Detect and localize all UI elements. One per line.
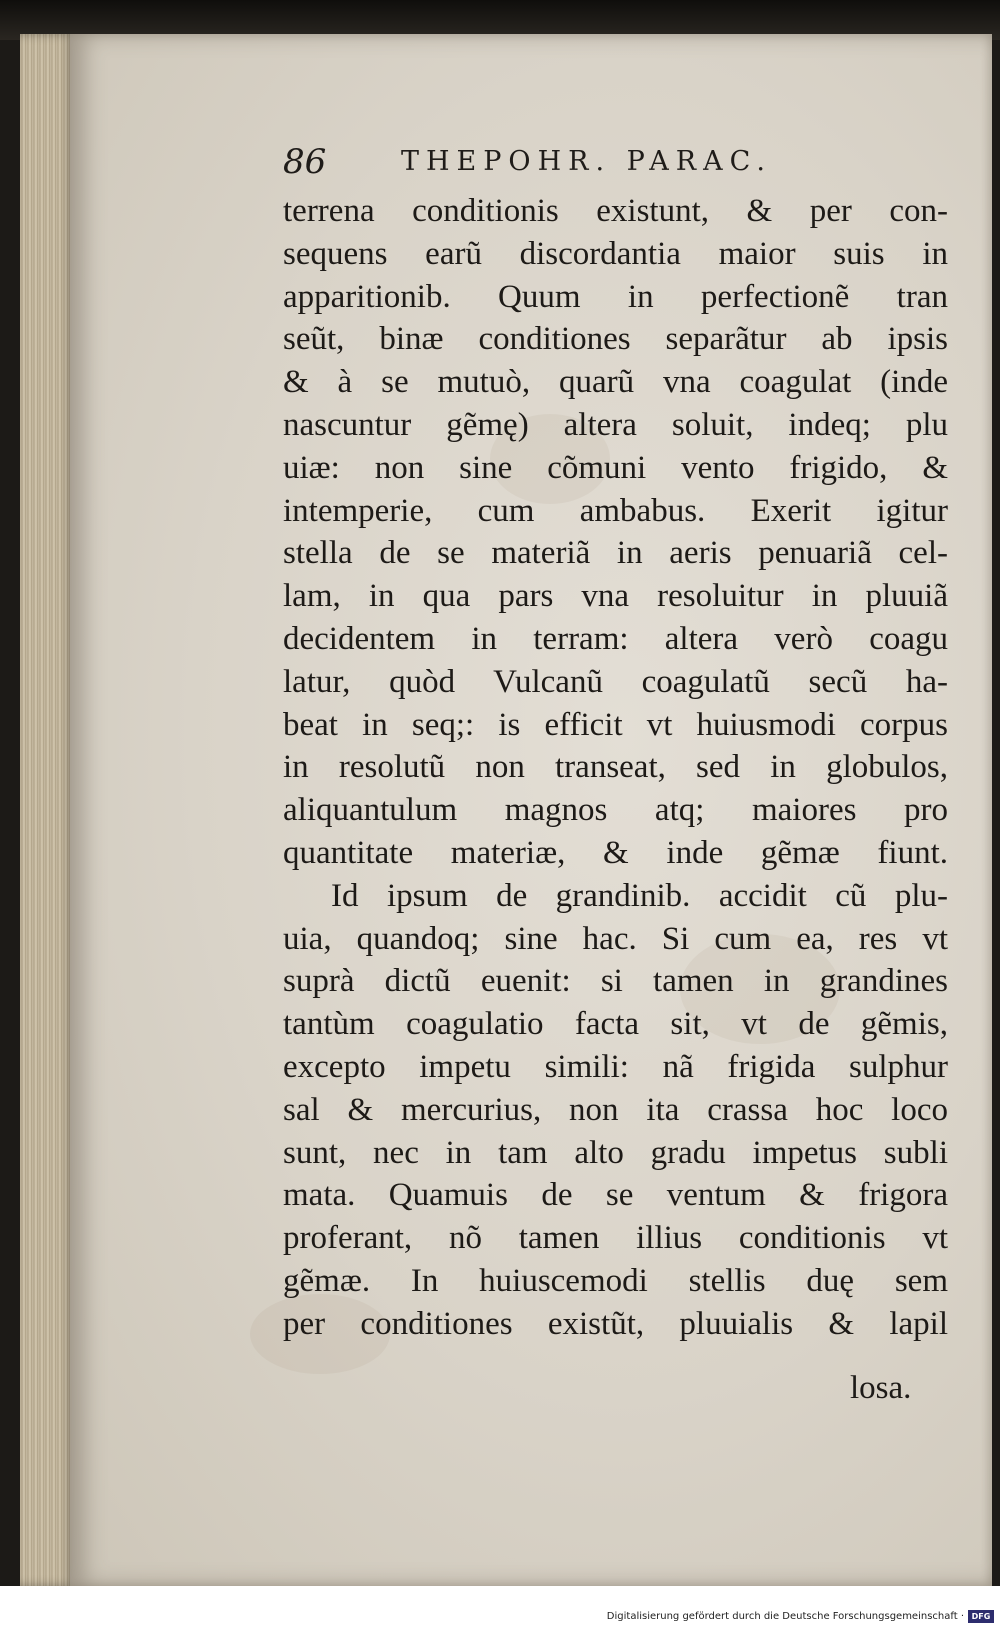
text-line: tantùm coagulatio facta sit, vt de gẽmis,	[283, 1006, 948, 1043]
text-line: gẽmæ. In huiuscemodi stellis duę sem	[283, 1262, 948, 1299]
text-line: nascuntur gẽmę) altera soluit, indeq; plu	[283, 406, 948, 443]
text-line: lam, in qua pars vna resoluitur in pluuiã	[283, 578, 948, 615]
text-line: uia, quandoq; sine hac. Si cum ea, res vt	[283, 920, 948, 957]
text-line: & à se mutuò, quarũ vna coagulat (inde	[283, 364, 948, 401]
text-line: sal & mercurius, non ita crassa hoc loco	[283, 1091, 948, 1128]
paragraph-start-line: Id ipsum de grandinib. accidit cũ plu-	[331, 877, 948, 914]
text-line: per conditiones existũt, pluuialis & lapil	[283, 1305, 948, 1342]
page-number: 86	[283, 142, 327, 182]
text-line: beat in seq;: is efficit vt huiusmodi corpus	[283, 706, 948, 743]
page-edges	[20, 34, 75, 1586]
text-line: mata. Quamuis de se ventum & frigora	[283, 1177, 948, 1214]
digitization-credit: Digitalisierung gefördert durch die Deutsche Forschungsgemeinschaft ·	[606, 1611, 964, 1622]
text-line: stella de se materiã in aeris penuariã cel-	[283, 535, 948, 572]
text-line: sequens earũ discordantia maior suis in	[283, 235, 948, 272]
dfg-logo: DFG	[968, 1610, 994, 1623]
text-line: in resolutũ non transeat, sed in globulos,	[283, 749, 948, 786]
text-line: apparitionib. Quum in perfectionẽ tran	[283, 278, 948, 315]
text-line: uiæ: non sine cõmuni vento frigido, &	[283, 449, 948, 486]
catchword: losa.	[850, 1370, 912, 1406]
text-line: aliquantulum magnos atq; maiores pro	[283, 792, 948, 829]
text-line: terrena conditionis existunt, & per con-	[283, 193, 948, 229]
text-line: quantitate materiæ, & inde gẽmæ fiunt.	[283, 834, 948, 871]
text-line: proferant, nõ tamen illius conditionis vt	[283, 1220, 948, 1257]
text-line: suprà dictũ euenit: si tamen in grandines	[283, 963, 948, 1000]
running-head: THEPOHR. PARAC.	[401, 146, 772, 177]
text-line: excepto impetu simili: nã frigida sulphur	[283, 1048, 948, 1085]
text-line: latur, quòd Vulcanũ coagulatũ secũ ha-	[283, 663, 948, 700]
text-line: decidentem in terram: altera verò coagu	[283, 620, 948, 657]
body-text	[283, 190, 948, 1346]
text-line: seũt, binæ conditiones separãtur ab ipsis	[283, 321, 948, 358]
text-line: intemperie, cum ambabus. Exerit igitur	[283, 492, 948, 529]
page-header	[283, 142, 883, 182]
text-line: sunt, nec in tam alto gradu impetus subli	[283, 1134, 948, 1171]
